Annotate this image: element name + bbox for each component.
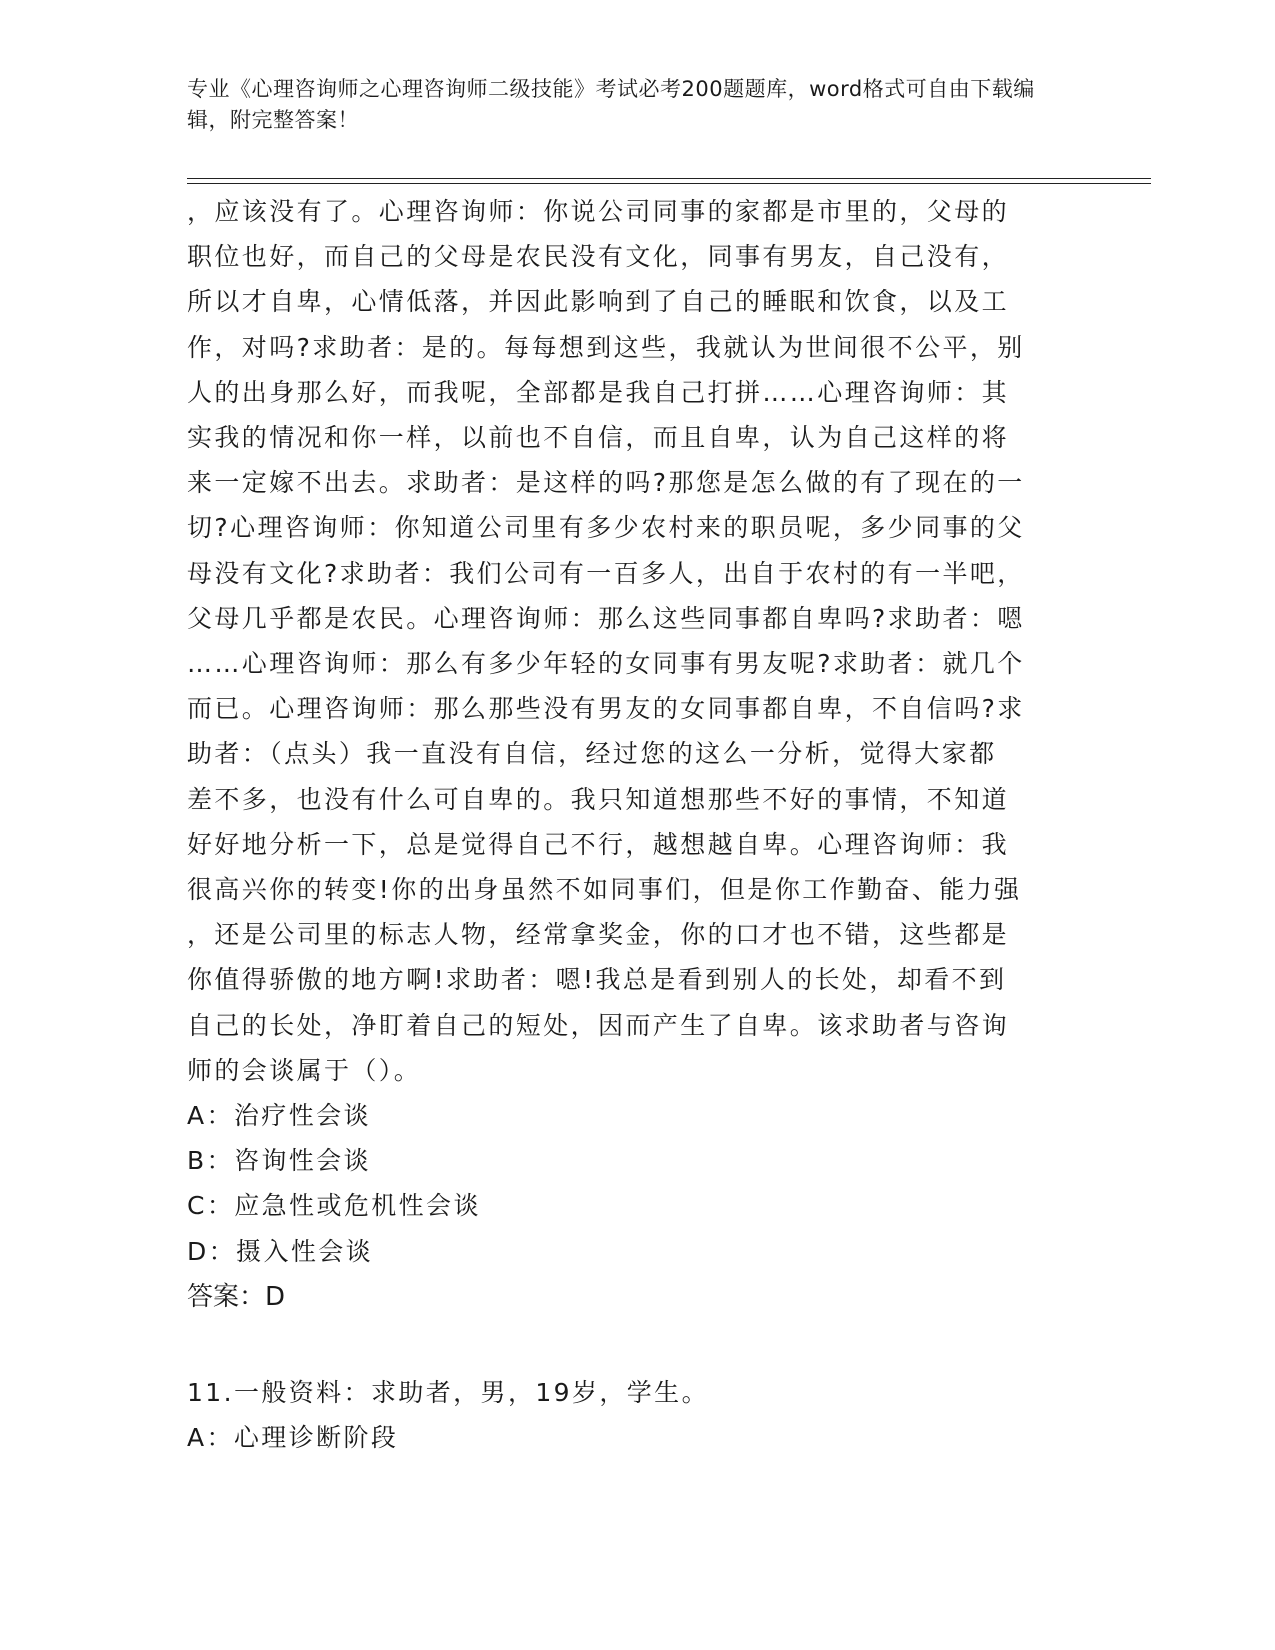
stem-line: 职位也好，而自己的父母是农民没有文化，同事有男友，自己没有， (187, 242, 1010, 272)
stem-line: 父母几乎都是农民。心理咨询师：那么这些同事都自卑吗?求助者：嗯 (187, 603, 1025, 633)
question-11-block (187, 1370, 1077, 1460)
question-10-options (187, 1093, 1077, 1274)
stem-line: 实我的情况和你一样，以前也不自信，而且自卑，认为自己这样的将 (187, 423, 1010, 453)
stem-line: ，还是公司里的标志人物，经常拿奖金，你的口才也不错，这些都是 (187, 920, 1010, 950)
option-a: A：治疗性会谈 (187, 1101, 371, 1131)
stem-line: 很高兴你的转变!你的出身虽然不如同事们，但是你工作勤奋、能力强 (187, 875, 1022, 905)
stem-line: 切?心理咨询师：你知道公司里有多少农村来的职员呢，多少同事的父 (187, 513, 1025, 543)
stem-line: 所以才自卑，心情低落，并因此影响到了自己的睡眠和饮食，以及工 (187, 287, 1010, 317)
question-11-option-a: A：心理诊断阶段 (187, 1423, 399, 1453)
question-10-stem (187, 189, 1077, 1093)
stem-line: 来一定嫁不出去。求助者：是这样的吗?那您是怎么做的有了现在的一 (187, 468, 1025, 498)
stem-line: 作，对吗?求助者：是的。每每想到这些，我就认为世间很不公平，别 (187, 332, 1025, 362)
question-10-answer: 答案：D (187, 1281, 286, 1312)
question-10-block (187, 189, 1077, 1320)
stem-line: 母没有文化?求助者：我们公司有一百多人，出自于农村的有一半吧， (187, 558, 1025, 588)
stem-line: 自己的长处，净盯着自己的短处，因而产生了自卑。该求助者与咨询 (187, 1010, 1010, 1040)
question-11-stem: 11.一般资料：求助者，男，19岁，学生。 (187, 1378, 709, 1407)
stem-line: 差不多，也没有什么可自卑的。我只知道想那些不好的事情，不知道 (187, 784, 1010, 814)
stem-line: 你值得骄傲的地方啊!求助者：嗯!我总是看到别人的长处，却看不到 (187, 965, 1007, 995)
option-b: B：咨询性会谈 (187, 1146, 371, 1176)
stem-line: ，应该没有了。心理咨询师：你说公司同事的家都是市里的，父母的 (187, 197, 1010, 226)
stem-line: 人的出身那么好，而我呢，全部都是我自己打拼……心理咨询师：其 (187, 377, 1010, 407)
stem-line: 助者：（点头）我一直没有自信，经过您的这么一分析，觉得大家都 (187, 739, 997, 769)
stem-line: 师的会谈属于（）。 (187, 1055, 422, 1085)
stem-line: 而已。心理咨询师：那么那些没有男友的女同事都自卑，不自信吗?求 (187, 694, 1025, 724)
stem-line: ……心理咨询师：那么有多少年轻的女同事有男友呢?求助者：就几个 (187, 649, 1025, 679)
header-rule-bottom (187, 183, 1151, 184)
document-header (187, 74, 1067, 136)
option-c: C：应急性或危机性会谈 (187, 1191, 481, 1221)
option-d: D：摄入性会谈 (187, 1236, 374, 1266)
stem-line: 好好地分析一下，总是觉得自己不行，越想越自卑。心理咨询师：我 (187, 829, 1010, 859)
header-rule-top (187, 178, 1151, 179)
header-title: 专业《心理咨询师之心理咨询师二级技能》考试必考200题题库，word格式可自由下载编辑，附完整答案！ (187, 77, 1035, 132)
